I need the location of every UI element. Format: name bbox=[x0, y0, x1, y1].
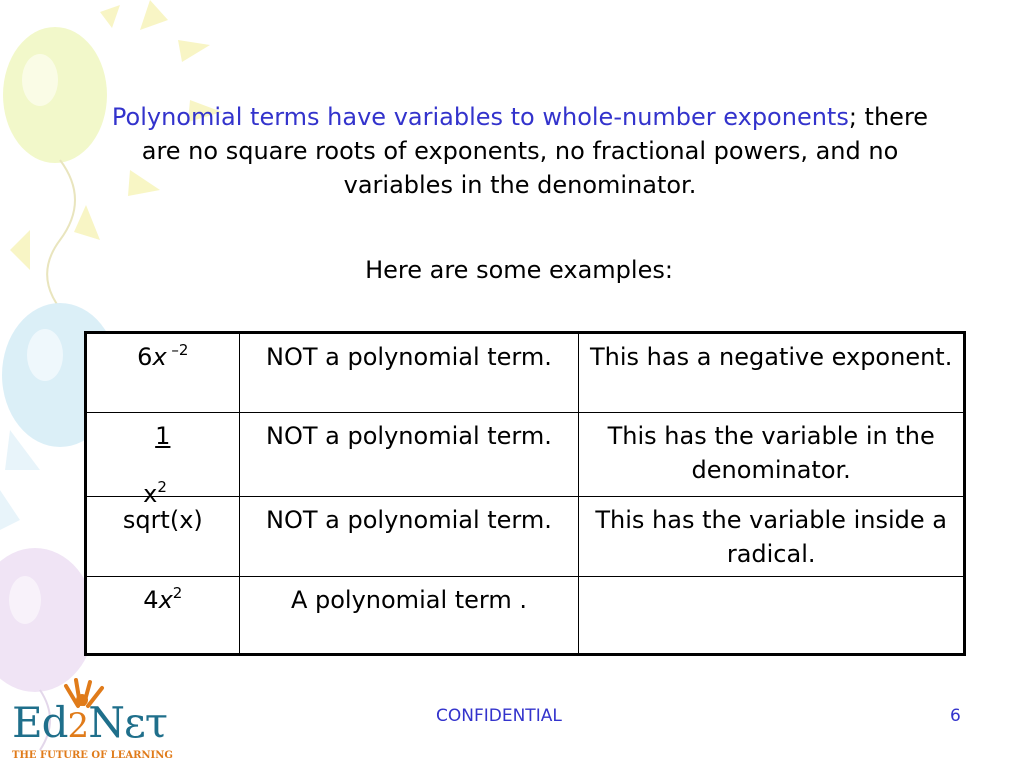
examples-label: Here are some examples: bbox=[365, 256, 673, 284]
intro-paragraph bbox=[110, 100, 930, 202]
fraction bbox=[143, 419, 171, 508]
reason-cell: This has the variable inside a radical. bbox=[579, 497, 965, 577]
term-cell bbox=[86, 413, 240, 508]
intro-highlight: Polynomial terms have variables to whole-number exponents bbox=[111, 103, 849, 131]
page-number: 6 bbox=[950, 706, 961, 726]
examples-table bbox=[84, 331, 966, 656]
verdict-cell: A polynomial term . bbox=[239, 577, 579, 655]
reason-cell: This has the variable in the denominator. bbox=[579, 413, 965, 497]
logo-tagline: THE FUTURE OF LEARNING bbox=[12, 750, 173, 761]
verdict-cell: NOT a polynomial term. bbox=[239, 333, 579, 413]
table-row bbox=[86, 497, 965, 577]
intro-rest: ; there are no square roots of exponents, no fractional powers, and no variables in the denominator. bbox=[141, 103, 929, 199]
fraction-numerator: 1 bbox=[155, 422, 171, 450]
confidential-label: CONFIDENTIAL bbox=[436, 706, 562, 726]
verdict-cell: NOT a polynomial term. bbox=[239, 497, 579, 577]
verdict-cell: NOT a polynomial term. bbox=[239, 413, 579, 497]
table-row bbox=[86, 577, 965, 655]
table-row bbox=[86, 413, 965, 497]
fraction-denominator: $x^2$ bbox=[143, 478, 167, 508]
table-row bbox=[86, 333, 965, 413]
reason-cell bbox=[579, 577, 965, 655]
term-cell: $4x^2$ bbox=[86, 577, 240, 655]
logo: Ed2Nετ bbox=[12, 698, 167, 747]
reason-cell: This has a negative exponent. bbox=[579, 333, 965, 413]
term-cell: sqrt(x) bbox=[86, 497, 240, 577]
term-cell: 6x $^{-2}$ bbox=[86, 333, 240, 413]
